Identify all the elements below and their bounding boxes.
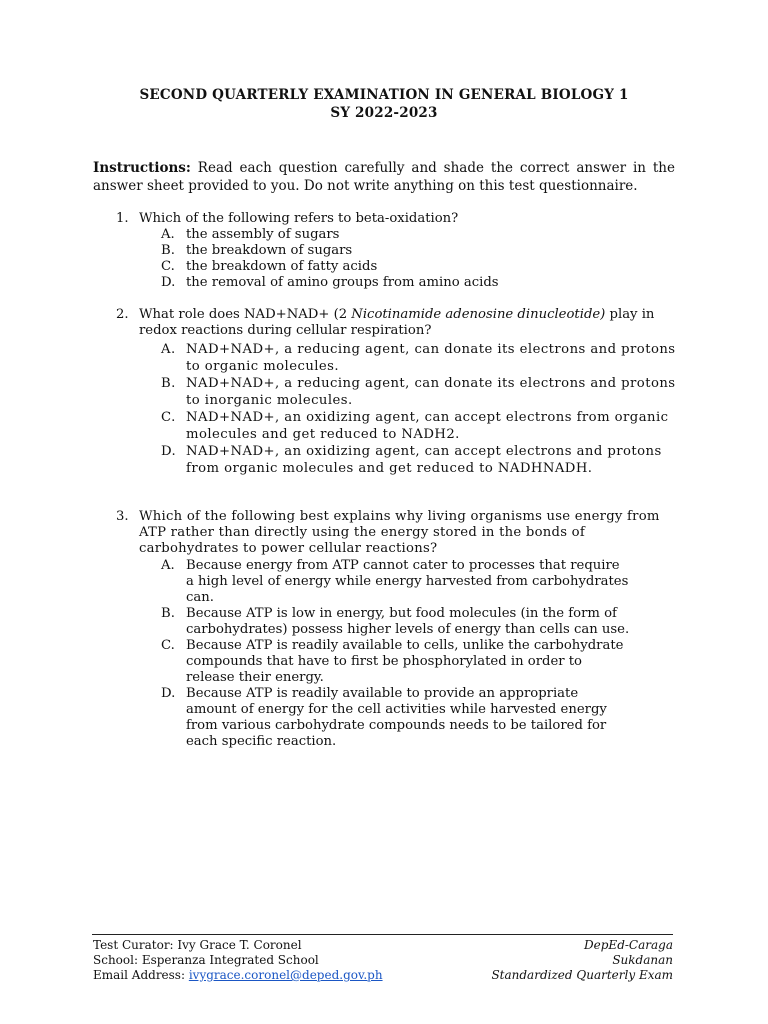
exam-title: SECOND QUARTERLY EXAMINATION IN GENERAL BIOLOGY 1 bbox=[139, 87, 629, 103]
option-d bbox=[161, 275, 676, 291]
option-text: the breakdown of fatty acids bbox=[186, 259, 378, 274]
stem-italic-text: Nicotinamide adenosine dinucleotide) bbox=[351, 307, 606, 322]
exam-type: Standardized Quarterly Exam bbox=[491, 968, 673, 982]
option-text: NAD+NAD+, an oxidizing agent, can accept electrons and protons from organic molecules and get reduced to NADHNADH. bbox=[186, 444, 662, 476]
question-number: 3. bbox=[116, 509, 129, 524]
question-3 bbox=[116, 509, 676, 750]
option-letter: A. bbox=[161, 342, 176, 357]
email-line bbox=[93, 968, 383, 983]
option-letter: C. bbox=[161, 638, 175, 653]
question-1 bbox=[116, 211, 676, 291]
option-c bbox=[161, 409, 676, 443]
footer-divider bbox=[92, 934, 673, 935]
option-text: the assembly of sugars bbox=[186, 227, 340, 242]
option-d bbox=[161, 686, 631, 750]
option-text: NAD+NAD+, an oxidizing agent, can accept electrons from organic molecules and get reduced to NADH2. bbox=[186, 410, 669, 442]
publisher-region: DepEd-Caraga bbox=[584, 938, 673, 952]
footer-publisher-info bbox=[491, 938, 673, 983]
footer-curator-info bbox=[93, 938, 383, 983]
school-name: School: Esperanza Integrated School bbox=[93, 953, 319, 967]
question-stem bbox=[139, 307, 676, 339]
school-year: SY 2022-2023 bbox=[330, 105, 438, 121]
stem-text: What role does NAD+NAD+ (2 bbox=[139, 307, 352, 322]
option-text: Because energy from ATP cannot cater to processes that require a high level of energy while energy harvested from carbohydrates can. bbox=[186, 558, 629, 605]
option-letter: B. bbox=[161, 243, 175, 258]
option-letter: A. bbox=[161, 227, 175, 242]
email-label: Email Address: bbox=[93, 968, 189, 982]
instructions bbox=[93, 159, 675, 195]
option-letter: D. bbox=[161, 444, 177, 459]
question-stem: Which of the following best explains why living organisms use energy from ATP rather than directly using the energy stored in the bonds of carbohydrates to power cellular reactions? bbox=[139, 509, 660, 556]
option-letter: A. bbox=[161, 558, 175, 573]
option-b bbox=[161, 606, 631, 638]
email-link[interactable]: ivygrace.coronel@deped.gov.ph bbox=[188, 968, 383, 982]
option-letter: D. bbox=[161, 686, 176, 701]
option-a bbox=[161, 558, 631, 606]
option-a bbox=[161, 341, 676, 375]
option-list bbox=[161, 341, 676, 477]
question-stem: Which of the following refers to beta-oxidation? bbox=[139, 211, 459, 226]
option-b bbox=[161, 375, 676, 409]
option-letter: C. bbox=[161, 410, 176, 425]
option-text: the breakdown of sugars bbox=[186, 243, 353, 258]
question-number: 1. bbox=[116, 211, 129, 226]
option-letter: C. bbox=[161, 259, 175, 274]
option-text: Because ATP is low in energy, but food molecules (in the form of carbohydrates) possess higher levels of energy than cells can use. bbox=[186, 606, 630, 637]
publisher-name: Sukdanan bbox=[612, 953, 673, 967]
option-text: NAD+NAD+, a reducing agent, can donate its electrons and protons to inorganic molecules. bbox=[186, 376, 676, 408]
instructions-text: Read each question carefully and shade the correct answer in the answer sheet provided to you. Do not write anything on this test questionnaire. bbox=[93, 160, 675, 194]
option-text: NAD+NAD+, a reducing agent, can donate its electrons and protons to organic molecules. bbox=[186, 342, 676, 374]
option-letter: D. bbox=[161, 275, 176, 290]
option-c bbox=[161, 638, 631, 686]
option-letter: B. bbox=[161, 376, 176, 391]
option-text: Because ATP is readily available to cells, unlike the carbohydrate compounds that have to first be phosphorylated in order to release their energy. bbox=[186, 638, 624, 685]
option-list bbox=[161, 558, 631, 750]
question-number: 2. bbox=[116, 307, 129, 322]
option-text: Because ATP is readily available to provide an appropriate amount of energy for the cell activities while harvested energy from various carbohydrate compounds needs to be tailored for each specific reaction. bbox=[186, 686, 607, 749]
test-curator: Test Curator: Ivy Grace T. Coronel bbox=[93, 938, 302, 952]
option-a bbox=[161, 227, 676, 243]
option-c bbox=[161, 259, 676, 275]
option-d bbox=[161, 443, 676, 477]
option-letter: B. bbox=[161, 606, 175, 621]
option-text: the removal of amino groups from amino acids bbox=[186, 275, 499, 290]
option-b bbox=[161, 243, 676, 259]
stem-text: play in redox reactions during cellular respiration? bbox=[139, 307, 655, 338]
instructions-label: Instructions: bbox=[93, 160, 191, 176]
question-2 bbox=[116, 307, 676, 477]
option-list bbox=[161, 227, 676, 291]
